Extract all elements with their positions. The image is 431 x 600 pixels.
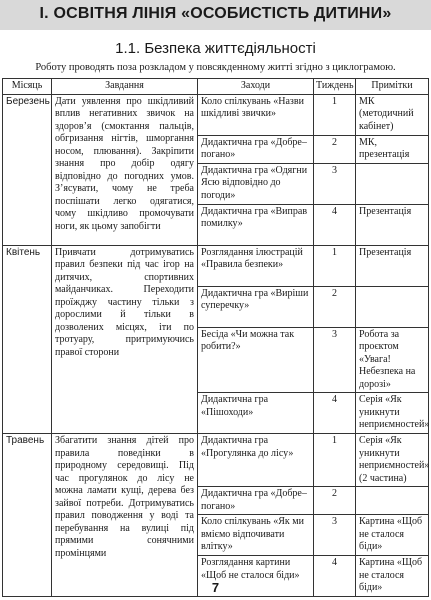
- note-cell: МК, презентація: [356, 135, 429, 163]
- column-header-activities: Заходи: [198, 79, 314, 95]
- week-cell: 4: [314, 204, 356, 245]
- page-number: 7: [211, 580, 220, 595]
- plan-table: [2, 78, 429, 597]
- note-cell: МК (методичний кабінет): [356, 94, 429, 135]
- activity-cell: Дидактична гра «Прогулянка до лісу»: [198, 434, 314, 487]
- week-cell: 4: [314, 393, 356, 434]
- week-cell: 2: [314, 286, 356, 327]
- task-cell: Привчати дотримуватись правил безпеки під час ігор на дитячих, спортивних майданчиках. Переходити проїжджу частину тільки з дорослими й тільки в дозволених місцях, іти по тротуару, притримуючись правої сторони: [52, 245, 198, 434]
- month-cell: Травень: [3, 434, 52, 597]
- section-title: І. ОСВІТНЯ ЛІНІЯ «ОСОБИСТІСТЬ ДИТИНИ»: [39, 5, 392, 22]
- week-cell: 4: [314, 556, 356, 597]
- activity-cell: Бесіда «Чи можна так робити?»: [198, 327, 314, 393]
- table-row: [3, 94, 429, 135]
- activity-cell: Дидактична гра «Добре–погано»: [198, 135, 314, 163]
- week-cell: 3: [314, 327, 356, 393]
- note-cell: Робота за проєктом «Увага! Небезпека на дорозі»: [356, 327, 429, 393]
- month-cell: Квітень: [3, 245, 52, 434]
- note-cell: [356, 487, 429, 515]
- note-cell: Картина «Щоб не сталося біди»: [356, 556, 429, 597]
- activity-cell: Розглядання картини «Щоб не сталося біди»: [198, 556, 314, 597]
- activity-cell: Коло спілкувань «Назви шкідливі звички»: [198, 94, 314, 135]
- activity-cell: Дидактична гра «Одягни Ясю відповідно до погоди»: [198, 163, 314, 204]
- note-cell: [356, 163, 429, 204]
- month-cell: Березень: [3, 94, 52, 245]
- week-cell: 1: [314, 434, 356, 487]
- note-cell: [356, 286, 429, 327]
- week-cell: 1: [314, 94, 356, 135]
- activity-cell: Дидактична гра «Виправ помилку»: [198, 204, 314, 245]
- week-cell: 2: [314, 135, 356, 163]
- note-cell: Картина «Щоб не сталося біди»: [356, 515, 429, 556]
- week-cell: 3: [314, 515, 356, 556]
- note-cell: Серія «Як уникнути неприємностей» (2 частина): [356, 434, 429, 487]
- activity-cell: Дидактична гра «Пішоходи»: [198, 393, 314, 434]
- header-row: [3, 79, 429, 95]
- table-row: [3, 245, 429, 286]
- note-cell: Презентація: [356, 204, 429, 245]
- intro-text: Роботу проводять поза розкладом у повсякденному житті згідно з циклограмою.: [35, 62, 396, 73]
- subsection-title: 1.1. Безпека життєдіяльності: [115, 40, 316, 57]
- task-cell: Дати уявлення про шкідливий вплив негативних звичок на здоров’я (смоктання пальців, обгризання нігтів, шморгання носом, плювання). Закріпити знання про добір одягу відповідно до погодних умов. З’ясувати, чому не треба поспішати легко одягатися, чому шкідливо промочувати ноги, як цьому запобігти: [52, 94, 198, 245]
- activity-cell: Дидактична гра «Виріши суперечку»: [198, 286, 314, 327]
- week-cell: 2: [314, 487, 356, 515]
- column-header-notes: Примітки: [356, 79, 429, 95]
- column-header-month: Місяць: [3, 79, 52, 95]
- table-row: [3, 434, 429, 487]
- task-cell: Збагатити знання дітей про правила поведінки в природному середовищі. Під час прогулянок до лісу не можна ламати кущі, дерева без зайвої потреби. Дотримуватись правил поводження у воді та перебування на вулиці під прямими сонячними промінцями: [52, 434, 198, 597]
- note-cell: Серія «Як уникнути неприємностей»: [356, 393, 429, 434]
- note-cell: Презентація: [356, 245, 429, 286]
- activity-cell: Розглядання ілюстрацій «Правила безпеки»: [198, 245, 314, 286]
- activity-cell: Коло спілкувань «Як ми вміємо відпочивати влітку»: [198, 515, 314, 556]
- column-header-task: Завдання: [52, 79, 198, 95]
- activity-cell: Дидактична гра «Добре–погано»: [198, 487, 314, 515]
- column-header-week: Тиждень: [314, 79, 356, 95]
- week-cell: 1: [314, 245, 356, 286]
- week-cell: 3: [314, 163, 356, 204]
